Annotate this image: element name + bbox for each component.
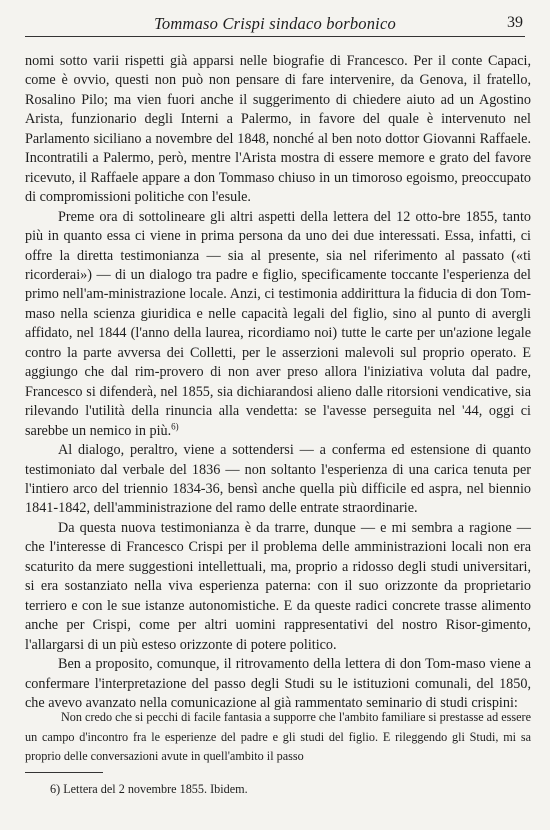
- quote-line: Non credo che si pecchi di facile fantasia a supporre che l'ambito familiare si: [61, 710, 437, 724]
- text-line: già rammentato seminario di studi crispini:: [273, 694, 518, 711]
- text-line: di chiedere aiuto ad un Agostino Arista, funzionario degli Interni a Palermo,: [25, 91, 531, 128]
- running-title: Tommaso Crispi sindaco borbonico: [154, 14, 396, 33]
- text-line: punto di avergli affidato, nel 1844 (l'anno della laurea, ricordiamo noi): [25, 305, 532, 342]
- footnote-divider: [25, 772, 103, 773]
- text-line: le sue istanze autonomistiche. E da queste radici concrete trasse alimento: [106, 597, 532, 614]
- text-line: egoismo, preoccupato di compromissioni politiche con l'esule.: [25, 169, 531, 206]
- paragraph: [25, 441, 531, 519]
- text-line: istituzioni comunali, del 1850, che avevo avanzato nella comunicazione al: [25, 675, 532, 711]
- text-line: ministrazione locale. Anzi, ci testimonia addirittura la fiducia di don Tom-: [108, 286, 531, 303]
- text-line: nel '44, oggi ci sarebbe un nemico in più.: [25, 403, 532, 439]
- text-line: Da questa nuova testimonianza è da trarre, dunque — e mi sembra: [58, 519, 453, 536]
- text-line: per le asserzioni malevoli sul proprio operato. E aggiungo che dal rim-: [25, 344, 531, 381]
- text-line: maso viene a confermare l'interpretazione del passo degli Studi su le: [25, 656, 531, 692]
- footnote-reference[interactable]: 6): [171, 420, 179, 431]
- paragraph: [25, 655, 531, 713]
- text-line: amministrazioni locali non era scaturito da mere suggestioni intellettuali,: [25, 539, 532, 575]
- page-number: 39: [507, 14, 523, 31]
- text-line: tutte le carte per un'azione legale contro la parte avversa dei Colletti,: [25, 325, 532, 361]
- footnote-mark: 6): [50, 782, 61, 796]
- text-line: Preme ora di sottolineare gli altri aspetti della lettera del 12 otto-: [58, 208, 443, 225]
- running-header: [25, 12, 525, 37]
- quote-paragraph: [25, 708, 531, 767]
- text-line: di quanto testimoniato dal verbale del 1836 — non soltanto l'esperienza: [25, 442, 531, 478]
- text-line: presente, sia nel riferimento al passato («ti ricorderai») — di un dialogo: [25, 247, 532, 283]
- text-line: provero di non aver preso allora l'iniziativa voluta dal padre, Francesco: [25, 364, 531, 400]
- text-line: anche per Crispi, come per altri uomini rappresentativi del nostro Risor-: [25, 617, 481, 634]
- text-line: ramo delle entrate straordinarie.: [236, 500, 418, 517]
- block-quote: [25, 708, 531, 767]
- footnote: [50, 782, 248, 797]
- text-line: a ragione — che l'interesse di Francesco Crispi per il problema delle: [25, 519, 531, 556]
- text-line: Ben a proposito, comunque, il ritrovamento della lettera di don Tom-: [58, 656, 456, 673]
- text-line: ma, proprio a ridosso degli studi universitari, si era sostanziato nella viva: [25, 558, 531, 595]
- text-line: da Genova, il fratello, Rosalino Pilo; ma vien fuori anche il suggerimento: [25, 72, 532, 108]
- text-line: quella più difficile ed aspra, nel biennio 1841-1842, dell'amministrazione del: [25, 480, 532, 517]
- text-line: esperienza paterna: con il suo orizzonte da proprietario terriero e con: [25, 578, 531, 614]
- text-line: Al dialogo, peraltro, viene a sottendersi — a conferma ed estensione: [58, 442, 470, 459]
- text-line: Palermo, però, mentre l'Arista mostra di essere memore e grato del: [103, 150, 491, 167]
- text-line: del 1848, nonché al ben noto dottor Giovanni Raffaele. Incontratili a: [25, 130, 531, 167]
- body-text: [25, 52, 531, 713]
- text-line: due interessati. Essa, infatti, ci offre la diretta testimonianza — sia al: [25, 228, 531, 264]
- text-line: in favore del quale è intervenuto nel Parlamento siciliano a novembre: [25, 111, 531, 147]
- paragraph: [25, 519, 531, 655]
- text-line: si difenderà, nel 1855, sia dichiarandosi alieno dalle ritorsioni vendicative,: [86, 383, 512, 400]
- text-line: maso nella scienza giuridica e nelle capacità legali del figlio, sino al: [25, 305, 433, 322]
- text-line: nomi sotto varii rispetti già apparsi nelle biografie di Francesco. Per il: [25, 53, 446, 69]
- text-line: gimento, l'allargarsi di un più esteso orizzonte di potere politico.: [25, 617, 531, 653]
- text-line: di una carica tenuta per l'intiero arco del triennio 1834-36, bensì anche: [25, 461, 531, 497]
- text-line: tra padre e figlio, specificamente toccante l'esperienza del primo nell'am-: [25, 266, 531, 303]
- text-line: favore ricevuto, il Raffaele appare a don Tommaso chiuso in un timoroso: [25, 150, 532, 186]
- text-line: conte Capaci, come è ovvio, questi non può non pensare di fare intervenire,: [25, 53, 531, 89]
- quote-line: prestasse ad essere un campo d'incontro fra le esperienze del padre e gli studi del figlio.: [25, 710, 532, 744]
- quote-line: E rileggendo gli Studi, mi sa proprio delle conversazioni avute in quell'ambito il passo: [25, 729, 532, 763]
- footnote-text: Lettera del 2 novembre 1855. Ibidem.: [63, 782, 248, 796]
- text-line: sia rilevando l'utilità della rinuncia alla vendetta: se l'avesse perseguita: [25, 383, 532, 420]
- text-line: bre 1855, tanto più in quanto essa ci viene in prima persona da uno dei: [25, 208, 531, 245]
- paragraph: [25, 52, 531, 208]
- paragraph: [25, 208, 531, 441]
